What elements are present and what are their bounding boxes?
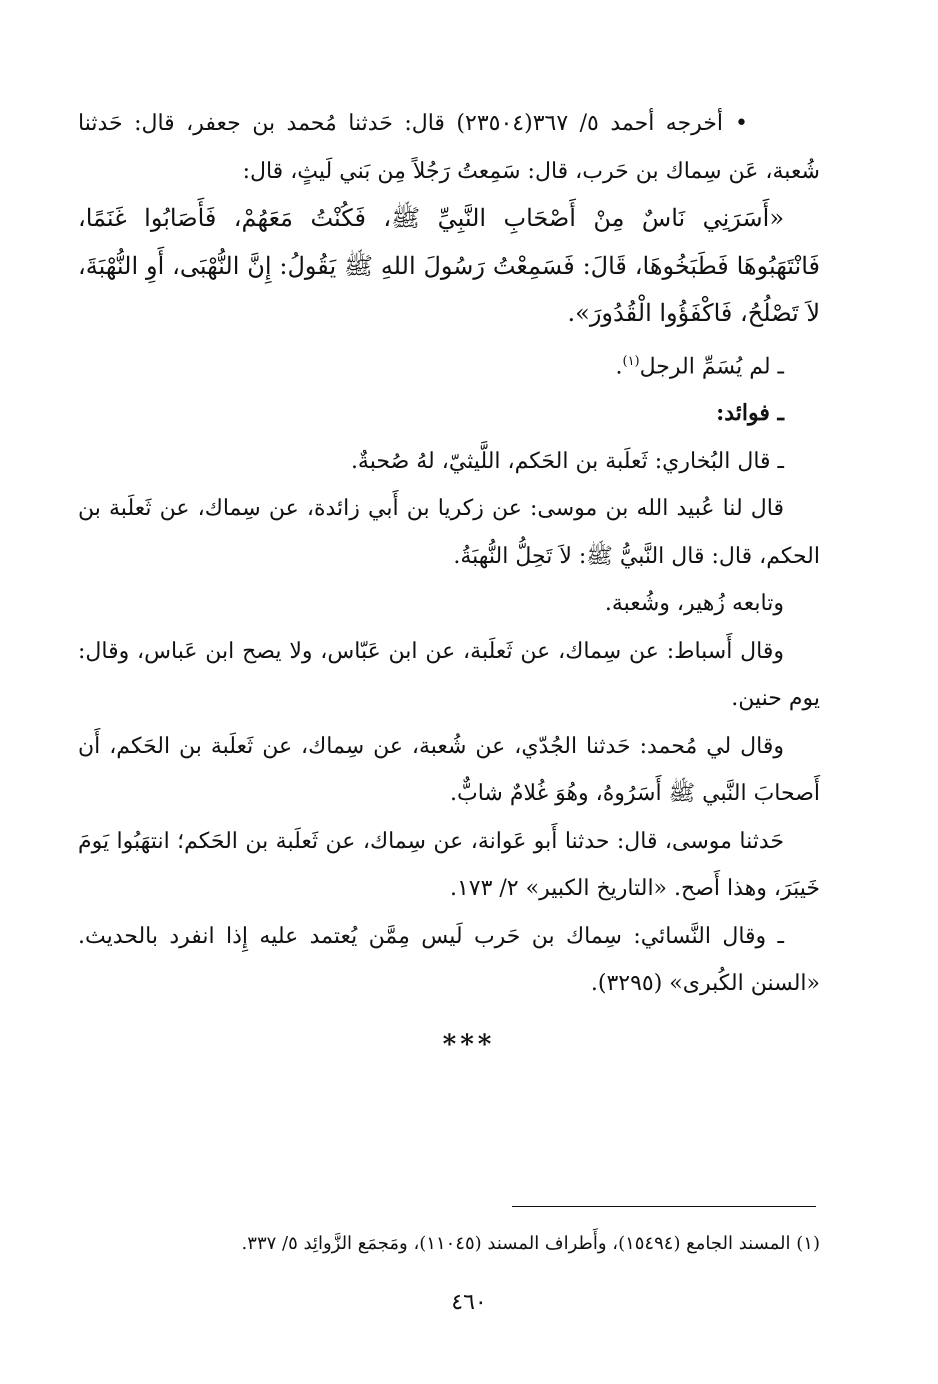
- takhrij-paragraph: [78, 100, 820, 195]
- nasai-paragraph: ـ وقال النَّسائي: سِماك بن حَرب لَيس مِمَّن يُعتمد عليه إِذا انفرد بالحديث. «السنن الكُبرى» (٣٢٩٥).: [78, 923, 820, 997]
- takhrij-text: أخرجه أحمد ٥/ ٣٦٧(٢٣٥٠٤) قال: حَدثنا مُحمد بن جعفر، قال: حَدثنا شُعبة، عَن سِماك بن حَرب، قال: سَمِعتُ رَجُلاً مِن بَني لَيثٍ، قال:: [78, 111, 820, 184]
- muhammad-paragraph: وقال لي مُحمد: حَدثنا الجُدّي، عن شُعبة، عن سِماك، عن ثَعلَبة بن الحَكم، أَن أَصحابَ النَّبي ﷺ أَسَرُوهُ، وهُوَ غُلامٌ شابٌّ.: [78, 733, 820, 807]
- page-number: ٤٦٠: [451, 1290, 487, 1315]
- footnote: (١) المسند الجامع (١٥٤٩٤)، وأَطراف المسند (١١٠٤٥)، ومَجمَع الزَّوائِد ٥/ ٣٣٧.: [241, 1233, 820, 1254]
- hadith-text: «أَسَرَنِي نَاسٌ مِنْ أَصْحَابِ النَّبِيِّ ﷺ، فَكُنْتُ مَعَهُمْ، فَأَصَابُوا غَنَمًا، فَانْتَهَبُوهَا فَطَبَخُوهَا، قَالَ: فَسَمِعْتُ رَسُولَ اللهِ ﷺ يَقُولُ: إِنَّ النُّهْبَى، أَوِ النُّهْبَةَ، لاَ تَصْلُحُ، فَاكْفَؤُوا الْقُدُورَ».: [78, 204, 821, 327]
- fawaid-heading: ـ فوائد:: [716, 400, 784, 427]
- musa-paragraph: حَدثنا موسى، قال: حدثنا أَبو عَوانة، عن سِماك، عن ثَعلَبة بن الحَكم؛ انتهَبُوا يَومَ خَيبَرَ، وهذا أَصح. «التاريخ الكبير» ٢/ ١٧٣.: [78, 828, 820, 902]
- tabaahu-paragraph: وتابعه زُهير، وشُعبة.: [604, 591, 784, 617]
- narrator-note-text: ـ لم يُسَمِّ الرجل: [639, 353, 784, 379]
- asbat-paragraph: وقال أَسباط: عن سِماك، عن ثَعلَبة، عن ابن عَبّاس، ولا يصح ابن عَباس، وقال: يوم حنين.: [78, 638, 820, 712]
- narrator-note: [78, 338, 820, 391]
- narrator-note-tail: .: [615, 353, 623, 379]
- section-separator: ***: [442, 1030, 496, 1060]
- ubaidullah-paragraph: قال لنا عُبيد الله بن موسى: عن زكريا بن أَبي زائدة، عن سِماك، عن ثَعلَبة بن الحكم، قال: قال النَّبيُّ ﷺ: لاَ تَحِلُّ النُّهبَةُ.: [78, 496, 820, 569]
- bukhari-paragraph: ـ قال البُخاري: ثَعلَبة بن الحَكم، اللَّيثيّ، لهُ صُحبةٌ.: [350, 448, 784, 474]
- main-text: [78, 100, 820, 1008]
- footnote-divider: [512, 1206, 816, 1207]
- footnote-reference: (١): [622, 353, 640, 369]
- bullet-icon: •: [735, 111, 748, 136]
